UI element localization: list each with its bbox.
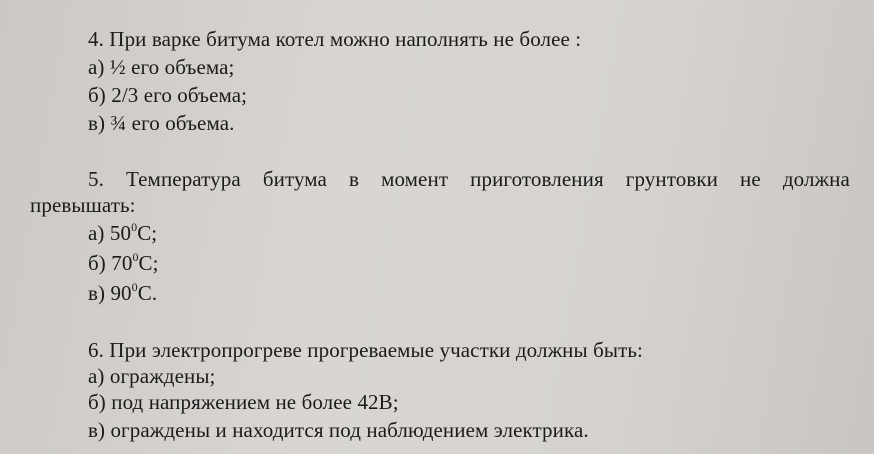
question-4-option-c: в) ¾ его объема. (88, 111, 235, 135)
option-unit: С; (137, 221, 158, 245)
question-5-option-a (88, 221, 157, 245)
question-5-title-word: не (740, 167, 761, 191)
question-5-title-continuation: превышать: (30, 193, 136, 217)
option-unit: С. (137, 281, 158, 305)
question-5-title-word: 5. (88, 167, 104, 191)
question-5-title-word: грунтовки (625, 167, 718, 191)
question-6-title: 6. При электропрогреве прогреваемые участки должны быть: (88, 338, 643, 362)
degree-mark: 0 (131, 220, 138, 234)
degree-mark: 0 (132, 250, 139, 264)
question-4-option-a: а) ½ его объема; (88, 55, 235, 79)
question-5-title-word: битума (262, 167, 327, 191)
option-text: в) 90 (88, 281, 132, 305)
question-5-option-c (88, 281, 157, 305)
question-4-option-b: б) 2/3 его объема; (88, 83, 248, 107)
question-6-option-a: а) ограждены; (88, 364, 216, 388)
question-6-option-c: в) ограждены и находится под наблюдением электрика. (88, 418, 589, 442)
option-unit: С; (138, 251, 159, 275)
question-5-title-word: в (349, 167, 360, 191)
question-5-title (88, 167, 850, 191)
question-6-option-b: б) под напряжением не более 42В; (88, 390, 399, 414)
question-5-title-word: момент (381, 167, 449, 191)
question-5-title-word: приготовления (470, 167, 604, 191)
question-4-title: 4. При варке битума котел можно наполнять не более : (88, 27, 582, 51)
question-5-title-word: Температура (126, 167, 241, 191)
question-5-title-word: должна (782, 167, 850, 191)
degree-mark: 0 (131, 280, 138, 294)
option-text: б) 70 (88, 251, 133, 275)
option-text: а) 50 (88, 221, 132, 245)
question-5-option-b (88, 251, 159, 275)
